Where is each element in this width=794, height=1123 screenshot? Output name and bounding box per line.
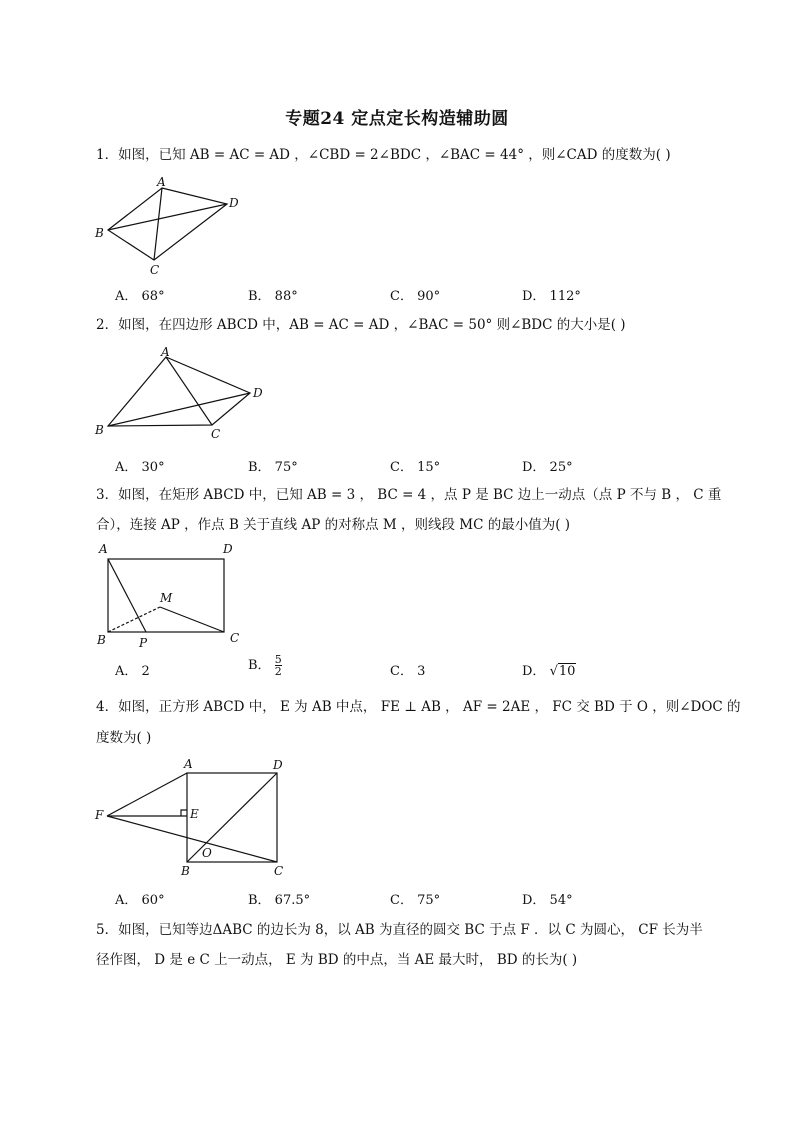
q4-label-o: O (202, 846, 212, 860)
q3-option-b-fraction (275, 654, 282, 677)
q3-option-d[interactable] (522, 660, 576, 679)
q2-label-a: A (161, 345, 170, 359)
question-3-options (115, 653, 675, 680)
question-5-text-line-2: 径作图， D 是 e C 上一动点， E 为 BD 的中点，当 AE 最大时， BD 的长为( ) (96, 952, 578, 968)
q4-diagonal-bd (187, 773, 277, 862)
q3-segment-ap (108, 559, 146, 632)
q2-label-d: D (253, 386, 263, 400)
q2-label-c: C (211, 427, 221, 441)
q3-label-p: P (139, 636, 148, 650)
q2-option-a[interactable]: A． 30° (115, 460, 165, 475)
q2-option-d[interactable]: D． 25° (522, 460, 573, 475)
question-2-options (115, 456, 675, 476)
q3-option-a[interactable]: A． 2 (115, 664, 150, 679)
q1-label-a: A (157, 175, 166, 189)
question-3-text-line-1: 3．如图，在矩形 ABCD 中，已知 AB = 3 ， BC = 4 ，点 P 是 BC 边上一动点（点 P 不与 B ， C 重 (96, 487, 722, 503)
q4-option-c[interactable]: C． 75° (390, 893, 441, 908)
q3-label-b: B (97, 633, 106, 647)
q3-label-a: A (99, 542, 108, 556)
question-1-figure (92, 176, 252, 276)
question-2-text: 2．如图，在四边形 ABCD 中，AB = AC = AD ，∠BAC = 50° 则∠BDC 的大小是( ) (96, 317, 626, 333)
q2-option-c[interactable]: C． 15° (390, 460, 441, 475)
q1-option-b[interactable]: B． 88° (248, 289, 298, 304)
q4-right-angle-mark (181, 810, 187, 816)
q2-option-b[interactable]: B． 75° (248, 460, 298, 475)
q4-option-a[interactable]: A． 60° (115, 893, 165, 908)
q3-option-d-radicand: 10 (558, 664, 576, 679)
question-5-text-line-1: 5．如图，已知等边ΔABC 的边长为 8，以 AB 为直径的圆交 BC 于点 F ．以 C 为圆心， CF 长为半 (96, 922, 703, 938)
q3-option-b-denominator: 2 (274, 665, 282, 678)
q1-label-b: B (95, 226, 104, 240)
q4-label-e: E (190, 807, 199, 821)
question-4-options (115, 889, 675, 909)
question-4-text-line-2: 度数为( ) (96, 730, 152, 746)
page-title: 专题24 定点定长构造辅助圆 (285, 109, 509, 129)
question-1-options (115, 285, 675, 305)
question-4-text-line-1: 4．如图，正方形 ABCD 中， E 为 AB 中点， FE ⊥ AB ， AF = 2AE ， FC 交 BD 于 O ，则∠DOC 的 (96, 699, 741, 715)
q1-option-d[interactable]: D． 112° (522, 289, 581, 304)
q4-segment-fc (107, 816, 277, 862)
q2-label-b: B (95, 423, 104, 437)
q3-label-m: M (160, 591, 173, 605)
q3-option-d-sqrt-sign: √ (549, 664, 558, 679)
q3-option-b-numerator: 5 (274, 653, 282, 666)
q2-diagonal-bd (108, 393, 250, 426)
q3-option-b-prefix: B． (248, 658, 271, 673)
q1-label-c: C (150, 263, 160, 277)
question-3-text-line-2: 合），连接 AP ，作点 B 关于直线 AP 的对称点 M ，则线段 MC 的最小值为( ) (96, 517, 571, 533)
q4-label-b: B (181, 864, 190, 878)
question-3-figure (92, 540, 257, 652)
q1-diagonal-ac (154, 188, 162, 260)
q1-option-c[interactable]: C． 90° (390, 289, 441, 304)
q4-option-d[interactable]: D． 54° (522, 893, 573, 908)
q4-label-f: F (95, 808, 104, 822)
q1-option-a[interactable]: A． 68° (115, 289, 165, 304)
q3-segment-mc (160, 607, 224, 632)
q3-option-c[interactable]: C． 3 (390, 664, 426, 679)
q4-label-a: A (184, 757, 193, 771)
q1-label-d: D (229, 196, 239, 210)
question-4-figure (92, 754, 297, 879)
question-2-figure (92, 345, 272, 445)
q4-label-d: D (273, 758, 283, 772)
q4-segment-af (107, 773, 187, 816)
q3-label-c: C (230, 631, 240, 645)
question-1-text: 1．如图，已知 AB = AC = AD ，∠CBD = 2∠BDC ，∠BAC = 44° ，则∠CAD 的度数为( ) (96, 147, 671, 163)
q3-label-d: D (223, 542, 233, 556)
q3-segment-bm-dashed (108, 607, 160, 632)
q3-option-d-prefix: D． (522, 664, 546, 679)
q4-option-b[interactable]: B． 67.5° (248, 893, 311, 908)
q4-label-c: C (274, 864, 284, 878)
q3-option-b[interactable] (248, 654, 282, 677)
q1-quadrilateral (108, 188, 227, 260)
q2-quadrilateral (108, 357, 250, 426)
